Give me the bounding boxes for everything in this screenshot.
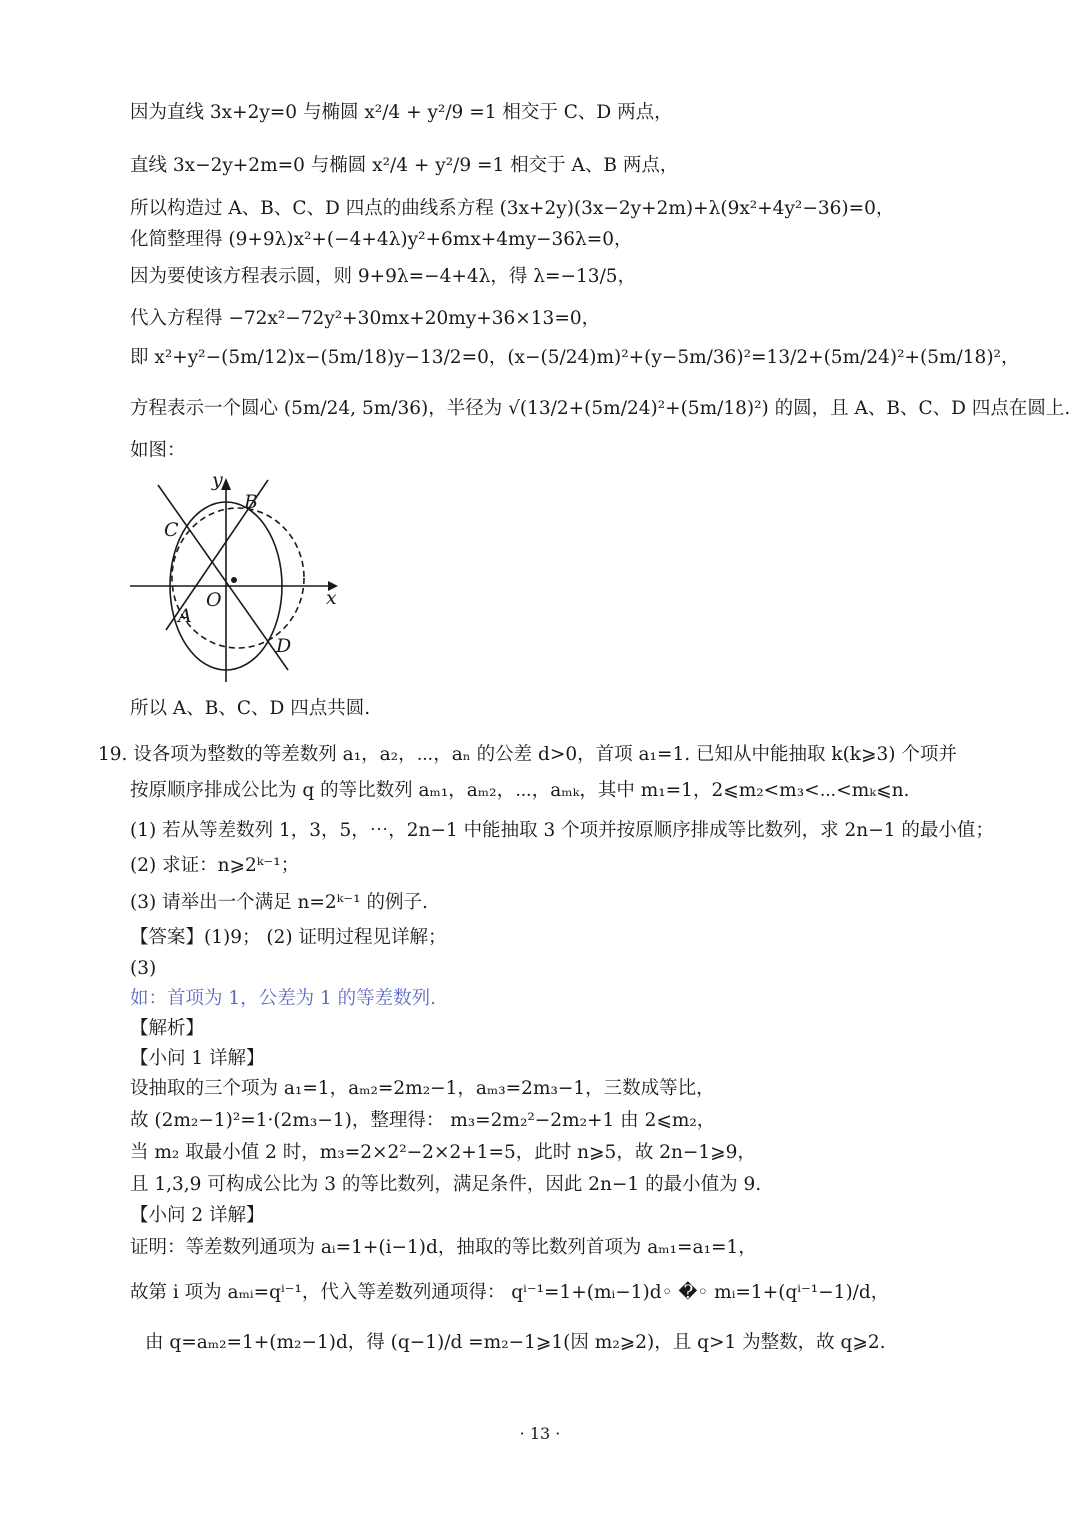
analysis-heading: 【解析】 [130,1018,205,1039]
ellipse-circle-figure [128,470,358,685]
label-o: O [206,589,222,611]
line-6: 代入方程得 −72x²−72y²+30mx+20my+36×13=0， [130,308,601,329]
label-c: C [164,519,179,541]
line-5: 因为要使该方程表示圆，则 9+9λ=−4+4λ，得 λ=−13/5， [130,266,637,287]
sub-question-2-line-1: 证明：等差数列通项为 aᵢ=1+(i−1)d，抽取的等比数列首项为 aₘ₁=a₁=1， [130,1237,757,1258]
sub-question-1-heading: 【小问 1 详解】 [130,1048,265,1069]
label-b: B [244,491,258,513]
circle-center-dot [231,577,237,583]
sub-question-2-line-2: 故第 i 项为 aₘᵢ=qⁱ⁻¹，代入等差数列通项得： qⁱ⁻¹=1+(mᵢ−1)d◦ �◦ mᵢ=1+(qⁱ⁻¹−1)/d， [130,1282,890,1303]
line-3: 所以构造过 A、B、C、D 四点的曲线系方程 (3x+2y)(3x−2y+2m)+λ(9x²+4y²−36)=0， [130,198,895,219]
question-19-part-1: (1) 若从等差数列 1，3，5，⋯，2n−1 中能抽取 3 个项并按原顺序排成等比数列，求 2n−1 的最小值； [130,820,994,841]
sub-question-1-line-2: 故 (2m₂−1)²=1·(2m₃−1)，整理得： m₃=2m₂²−2m₂+1 由 2⩽m₂， [130,1110,716,1131]
sub-question-2-line-3: 由 q=aₘ₂=1+(m₂−1)d，得 (q−1)/d =m₂−1⩾1(因 m₂⩾2)，且 q>1 为整数，故 q⩾2. [145,1332,886,1353]
line-8: 方程表示一个圆心 (5m/24, 5m/36)，半径为 √(13/2+(5m/24)²+(5m/18)²) 的圆，且 A、B、C、D 四点在圆上. [130,398,1071,419]
answer-line-3: 如：首项为 1，公差为 1 的等差数列. [130,988,437,1009]
line-4: 化简整理得 (9+9λ)x²+(−4+4λ)y²+6mx+4my−36λ=0， [130,229,633,250]
answer-line-2: (3) [130,958,157,979]
sub-question-1-line-1: 设抽取的三个项为 a₁=1，aₘ₂=2m₂−1，aₘ₃=2m₃−1，三数成等比， [130,1078,715,1099]
label-x: x [326,587,337,609]
label-d: D [276,635,292,657]
line-cd [158,485,288,670]
line-10: 所以 A、B、C、D 四点共圆. [130,698,371,719]
question-19-line-2: 按原顺序排成公比为 q 的等比数列 aₘ₁，aₘ₂，⋯，aₘₖ，其中 m₁=1，2⩽m₂<m₃<⋯<mₖ⩽n. [130,780,910,801]
dashed-circle [172,508,304,648]
sub-question-1-line-3: 当 m₂ 取最小值 2 时，m₃=2×2²−2×2+1=5，此时 n⩾5，故 2n−1⩾9， [130,1142,756,1163]
line-9: 如图： [130,440,186,461]
sub-question-2-heading: 【小问 2 详解】 [130,1205,265,1226]
line-2: 直线 3x−2y+2m=0 与椭圆 x²/4 + y²/9 =1 相交于 A、B 两点， [130,155,679,176]
answer-line-1: 【答案】(1)9； (2) 证明过程见详解； [130,927,447,948]
page-number: · 13 · [519,1424,561,1443]
label-y: y [212,470,223,491]
label-a: A [178,605,192,627]
line-1: 因为直线 3x+2y=0 与椭圆 x²/4 + y²/9 =1 相交于 C、D 两点， [130,102,673,123]
question-19-part-2: (2) 求证：n⩾2ᵏ⁻¹； [130,855,300,876]
sub-question-1-line-4: 且 1,3,9 可构成公比为 3 的等比数列，满足条件，因此 2n−1 的最小值为 9. [130,1174,762,1195]
question-19-part-3: (3) 请举出一个满足 n=2ᵏ⁻¹ 的例子. [130,892,428,913]
line-7: 即 x²+y²−(5m/12)x−(5m/18)y−13/2=0，(x−(5/24)m)²+(y−5m/36)²=13/2+(5m/24)²+(5m/18)²， [130,347,1020,368]
question-19-line-1: 19. 设各项为整数的等差数列 a₁，a₂，⋯，aₙ 的公差 d>0，首项 a₁=1. 已知从中能抽取 k(k⩾3) 个项并 [98,744,957,765]
